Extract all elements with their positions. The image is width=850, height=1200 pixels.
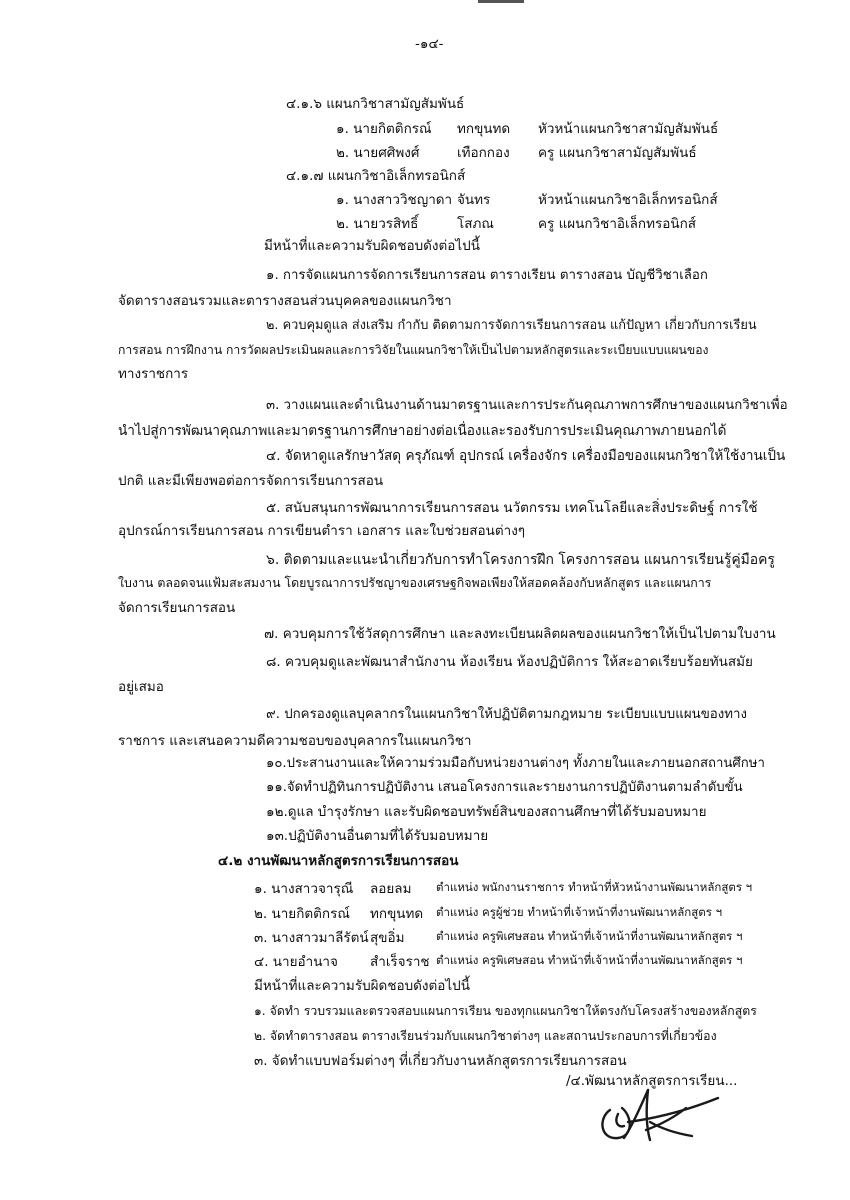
staff-surname: เทือกกอง: [457, 145, 510, 161]
staff-surname: ทกขุนทด: [457, 121, 511, 137]
duty-item-6-cont: ใบงาน ตลอดจนแฟ้มสะสมงาน โดยบูรณาการปรัชญาของเศรษฐกิจพอเพียงให้สอดคล้องกับหลักสูตร และแผนการ: [118, 575, 712, 590]
page-number: -๑๔-: [415, 36, 444, 52]
duties-intro: มีหน้าที่และความรับผิดชอบดังต่อไปนี้: [264, 238, 480, 254]
staff-surname: จันทร: [457, 192, 491, 208]
duty-item-5-cont: อุปกรณ์การเรียนการสอน การเขียนตำรา เอกสาร และใบช่วยสอนต่างๆ: [118, 523, 526, 539]
continuation-note: /๔.พัฒนาหลักสูตรการเรียน...: [566, 1073, 738, 1089]
duty-item-2: ๒. ควบคุมดูแล ส่งเสริม กำกับ ติดตามการจัดการเรียนการสอน แก้ปัญหา เกี่ยวกับการเรียน: [266, 318, 757, 333]
curriculum-duty-1: ๑. จัดทำ รวบรวมและตรวจสอบแผนการเรียน ของทุกแผนกวิชาให้ตรงกับโครงสร้างของหลักสูตร: [254, 1004, 757, 1018]
staff-name: ๒. นายกิตติกรณ์: [254, 906, 350, 922]
duty-item-1: ๑. การจัดแผนการจัดการเรียนการสอน ตารางเรียน ตารางสอน บัญชีวิชาเลือก: [266, 268, 708, 283]
duty-item-9-cont: ราชการ และเสนอความดีความชอบของบุคลากรในแผนกวิชา: [118, 733, 472, 749]
duty-item-12: ๑๒.ดูแล บำรุงรักษา และรับผิดชอบทรัพย์สินของสถานศึกษาที่ได้รับมอบหมาย: [266, 804, 707, 820]
curriculum-duty-2: ๒. จัดทำตารางสอน ตารางเรียนร่วมกับแผนกวิชาต่างๆ และสถานประกอบการที่เกี่ยวข้อง: [254, 1029, 717, 1043]
duty-item-4: ๔. จัดหาดูแลรักษาวัสดุ ครุภัณฑ์ อุปกรณ์ เครื่องจักร เครื่องมือของแผนกวิชาให้ใช้งานเป็น: [266, 448, 786, 464]
duty-item-11: ๑๑.จัดทำปฏิทินการปฏิบัติงาน เสนอโครงการและรายงานการปฏิบัติงานตามลำดับขั้น: [266, 780, 743, 795]
staff-surname: สำเร็จราช: [370, 954, 430, 970]
staff-role: ตำแหน่ง ครูผู้ช่วย ทำหน้าที่เจ้าหน้าที่งานพัฒนาหลักสูตร ฯ: [436, 905, 723, 919]
duty-item-2-cont2: ทางราชการ: [118, 366, 189, 382]
scan-top-mark: [478, 0, 524, 3]
staff-role: หัวหน้าแผนกวิชาสามัญสัมพันธ์: [538, 121, 719, 137]
staff-name: ๔. นายอำนาจ: [254, 954, 338, 970]
staff-surname: โสภณ: [457, 216, 494, 232]
staff-name: ๑. นายกิตติกรณ์: [336, 121, 432, 137]
staff-role: หัวหน้าแผนกวิชาอิเล็กทรอนิกส์: [538, 192, 718, 208]
dept-social-heading: ๔.๑.๖ แผนกวิชาสามัญสัมพันธ์: [286, 96, 465, 112]
staff-surname: ลอยลม: [370, 881, 412, 897]
duty-item-2-cont: การสอน การฝึกงาน การวัดผลประเมินผลและการวิจัยในแผนกวิชาให้เป็นไปตามหลักสูตรและระเบียบแบบแผนของ: [118, 343, 709, 357]
section-curriculum-heading: ๔.๒ งานพัฒนาหลักสูตรการเรียนการสอน: [218, 853, 459, 869]
staff-name: ๒. นายศศิพงศ์: [336, 145, 420, 161]
duty-item-7: ๗. ควบคุมการใช้วัสดุการศึกษา และลงทะเบียนผลิตผลของแผนกวิชาให้เป็นไปตามใบงาน: [264, 626, 776, 642]
duty-item-1-cont: จัดตารางสอนรวมและตารางสอนส่วนบุคคลของแผนกวิชา: [118, 293, 452, 309]
duty-item-3: ๓. วางแผนและดำเนินงานด้านมาตรฐานและการประกันคุณภาพการศึกษาของแผนกวิชาเพื่อ: [266, 398, 788, 413]
duty-item-5: ๕. สนับสนุนการพัฒนาการเรียนการสอน นวัตกรรม เทคโนโลยีและสิ่งประดิษฐ์ การใช้: [266, 500, 758, 516]
staff-role: ตำแหน่ง ครูพิเศษสอน ทำหน้าที่เจ้าหน้าที่งานพัฒนาหลักสูตร ฯ: [436, 953, 743, 967]
dept-electronics-heading: ๔.๑.๗ แผนกวิชาอิเล็กทรอนิกส์: [286, 168, 466, 184]
staff-surname: สุขอิ่ม: [370, 930, 405, 946]
staff-name: ๑. นางสาวจารุณี: [254, 881, 354, 897]
staff-role: ตำแหน่ง พนักงานราชการ ทำหน้าที่หัวหน้างานพัฒนาหลักสูตร ฯ: [436, 880, 753, 894]
staff-name: ๑. นางสาววิชญาดา: [336, 192, 453, 208]
staff-name: ๓. นางสาวมาลีรัตน์: [254, 930, 369, 946]
duty-item-8-cont: อยู่เสมอ: [118, 679, 164, 695]
staff-surname: ทกขุนทด: [370, 906, 424, 922]
duty-item-3-cont: นำไปสู่การพัฒนาคุณภาพและมาตรฐานการศึกษาอย่างต่อเนื่องและรองรับการประเมินคุณภาพภายนอกได้: [118, 423, 727, 439]
duty-item-9: ๙. ปกครองดูแลบุคลากรในแผนกวิชาให้ปฏิบัติตามกฎหมาย ระเบียบแบบแผนของทาง: [266, 707, 747, 722]
staff-role: ครู แผนกวิชาอิเล็กทรอนิกส์: [538, 216, 696, 232]
signature-icon: [588, 1078, 738, 1157]
duty-item-13: ๑๓.ปฏิบัติงานอื่นตามที่ได้รับมอบหมาย: [266, 828, 489, 844]
duty-item-8: ๘. ควบคุมดูและพัฒนาสำนักงาน ห้องเรียน ห้องปฏิบัติการ ให้สะอาดเรียบร้อยทันสมัย: [266, 654, 753, 670]
duty-item-6-cont2: จัดการเรียนการสอน: [118, 600, 236, 616]
duty-item-6: ๖. ติดตามและแนะนำเกี่ยวกับการทำโครงการฝึก โครงการสอน แผนการเรียนรู้คู่มือครู: [266, 552, 775, 568]
curriculum-duties-intro: มีหน้าที่และความรับผิดชอบดังต่อไปนี้: [254, 978, 470, 994]
duty-item-4-cont: ปกติ และมีเพียงพอต่อการจัดการเรียนการสอน: [118, 473, 384, 489]
staff-name: ๒. นายวรสิทธิ์: [336, 216, 419, 232]
curriculum-duty-3: ๓. จัดทำแบบฟอร์มต่างๆ ที่เกี่ยวกับงานหลักสูตรการเรียนการสอน: [254, 1053, 627, 1069]
duty-item-10: ๑๐.ประสานงานและให้ความร่วมมือกับหน่วยงานต่างๆ ทั้งภายในและภายนอกสถานศึกษา: [266, 756, 765, 771]
staff-role: ครู แผนกวิชาสามัญสัมพันธ์: [538, 145, 697, 161]
staff-role: ตำแหน่ง ครูพิเศษสอน ทำหน้าที่เจ้าหน้าที่งานพัฒนาหลักสูตร ฯ: [436, 929, 743, 943]
